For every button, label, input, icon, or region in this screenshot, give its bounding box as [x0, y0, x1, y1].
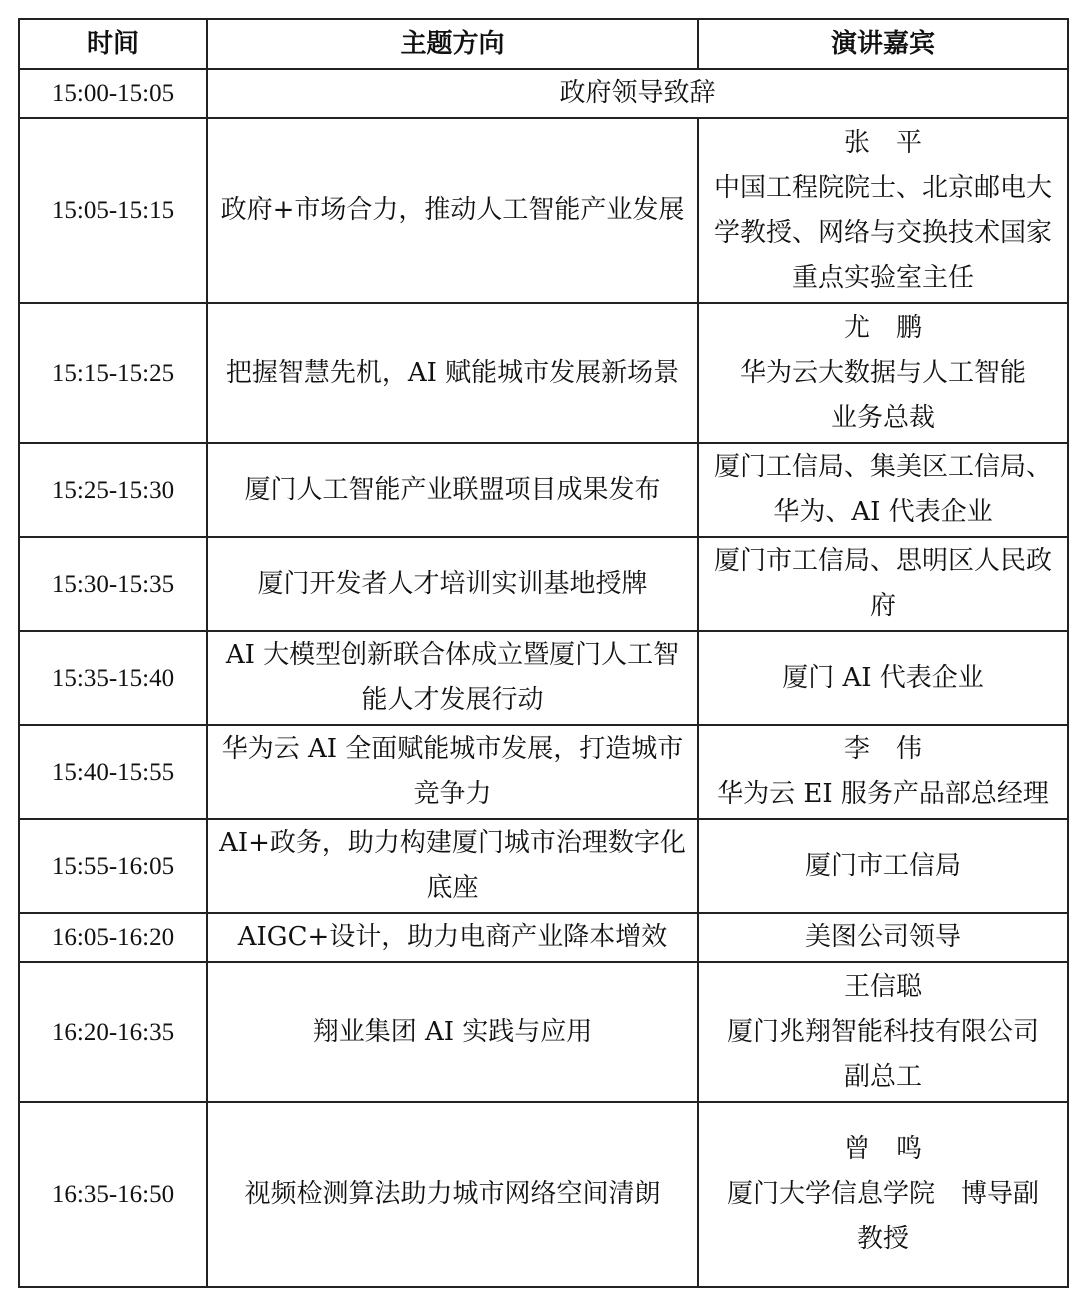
cell-time: 15:25-15:30: [19, 443, 207, 537]
cell-speaker: [698, 303, 1068, 443]
table-row: [19, 537, 1068, 631]
cell-topic: 把握智慧先机，AI 赋能城市发展新场景: [207, 303, 698, 443]
cell-speaker: [698, 443, 1068, 537]
cell-topic: 翔业集团 AI 实践与应用: [207, 962, 698, 1102]
speaker-line: 华为、AI 代表企业: [773, 497, 993, 527]
speaker-line: 厦门工信局、集美区工信局、: [713, 452, 1052, 482]
header-topic: 主题方向: [207, 19, 698, 69]
speaker-line: 府: [869, 591, 896, 621]
cell-time: 15:15-15:25: [19, 303, 207, 443]
cell-time: 15:55-16:05: [19, 819, 207, 913]
speaker-line: 厦门市工信局、思明区人民政: [713, 546, 1052, 576]
topic-line: 竞争力: [413, 779, 492, 809]
cell-speaker: [698, 118, 1068, 303]
speaker-name: 张 平: [843, 127, 922, 158]
cell-topic: [207, 631, 698, 725]
speaker-name: 曾 鸣: [843, 1134, 922, 1164]
table-row: [19, 725, 1068, 819]
speaker-line: 副总工: [843, 1061, 922, 1092]
speaker-name: 尤 鹏: [843, 312, 922, 343]
table-row: [19, 118, 1068, 303]
table-row: [19, 819, 1068, 913]
cell-topic: AIGC+设计，助力电商产业降本增效: [207, 913, 698, 962]
cell-topic: 厦门人工智能产业联盟项目成果发布: [207, 443, 698, 537]
speaker-name: 王信聪: [843, 971, 922, 1002]
cell-time: 15:35-15:40: [19, 631, 207, 725]
speaker-name: 李 伟: [843, 734, 922, 764]
cell-speaker: [698, 537, 1068, 631]
speaker-line: 业务总裁: [830, 402, 935, 433]
cell-topic: 厦门开发者人才培训实训基地授牌: [207, 537, 698, 631]
speaker-line: 华为云 EI 服务产品部总经理: [717, 779, 1049, 809]
topic-line: 能人才发展行动: [361, 685, 544, 715]
topic-line: AI+政务，助力构建厦门城市治理数字化: [219, 828, 686, 858]
cell-time: 15:40-15:55: [19, 725, 207, 819]
cell-time: 15:05-15:15: [19, 118, 207, 303]
header-row: [19, 19, 1068, 69]
cell-time: 15:30-15:35: [19, 537, 207, 631]
cell-topic: 视频检测算法助力城市网络空间清朗: [207, 1102, 698, 1287]
cell-speaker: [698, 962, 1068, 1102]
header-speaker: 演讲嘉宾: [698, 19, 1068, 69]
table-row: [19, 631, 1068, 725]
speaker-line: 华为云大数据与人工智能: [739, 357, 1026, 388]
cell-speaker: [698, 913, 1068, 962]
header-time: 时间: [19, 19, 207, 69]
cell-time: 16:20-16:35: [19, 962, 207, 1102]
cell-topic: 政府领导致辞: [207, 69, 1068, 118]
speaker-line: 中国工程院院士、北京邮电大: [713, 172, 1052, 203]
table-row: [19, 1102, 1068, 1287]
table-row: [19, 913, 1068, 962]
cell-speaker: [698, 1102, 1068, 1287]
speaker-line: 重点实验室主任: [791, 262, 974, 293]
speaker-line: 教授: [856, 1224, 909, 1254]
cell-speaker: [698, 725, 1068, 819]
speaker-line: 厦门兆翔智能科技有限公司: [726, 1016, 1039, 1047]
cell-topic: [207, 725, 698, 819]
topic-line: AI 大模型创新联合体成立暨厦门人工智: [225, 640, 680, 670]
cell-time: 16:35-16:50: [19, 1102, 207, 1287]
speaker-line: 厦门大学信息学院 博导副: [726, 1179, 1039, 1209]
table-row: [19, 443, 1068, 537]
speaker-line: 学教授、网络与交换技术国家: [713, 217, 1052, 248]
cell-speaker: [698, 631, 1068, 725]
table-row: [19, 303, 1068, 443]
cell-time: 16:05-16:20: [19, 913, 207, 962]
speaker-line: 美图公司领导: [804, 922, 961, 952]
speaker-line: 厦门 AI 代表企业: [782, 662, 984, 693]
cell-topic: [207, 819, 698, 913]
table-row: [19, 69, 1068, 118]
cell-time: 15:00-15:05: [19, 69, 207, 118]
topic-line: 华为云 AI 全面赋能城市发展，打造城市: [221, 734, 684, 764]
cell-speaker: [698, 819, 1068, 913]
agenda-table: [18, 18, 1069, 1288]
topic-line: 底座: [426, 873, 479, 903]
table-row: [19, 962, 1068, 1102]
cell-topic: 政府+市场合力，推动人工智能产业发展: [207, 118, 698, 303]
speaker-line: 厦门市工信局: [804, 850, 961, 881]
